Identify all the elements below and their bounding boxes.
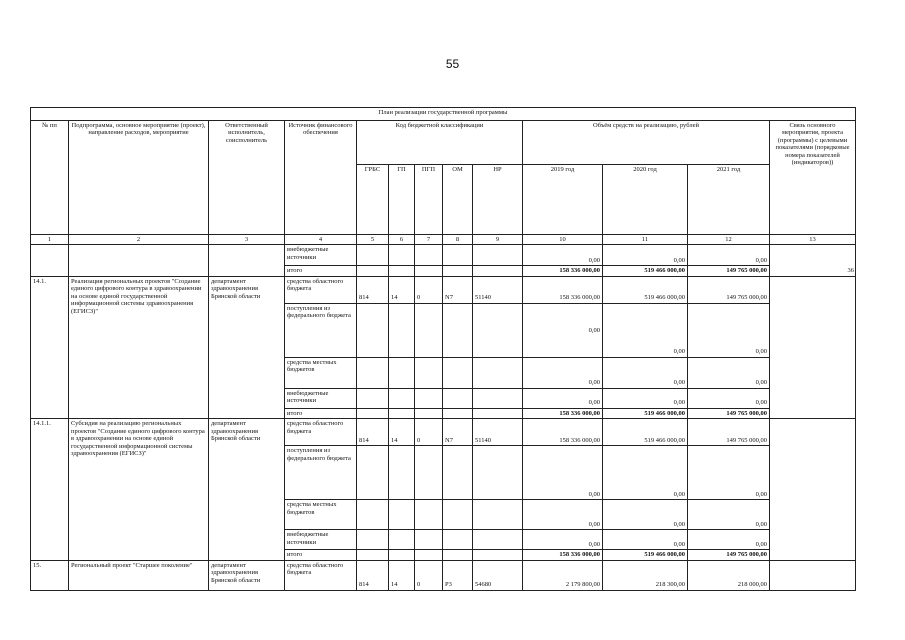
value-2019: 158 336 000,00 (523, 419, 603, 446)
col-number: 7 (415, 235, 443, 245)
source-cell: поступления из федерального бюджета (285, 303, 357, 357)
col-number: 1 (31, 235, 69, 245)
col-number: 3 (209, 235, 285, 245)
col-number: 6 (389, 235, 415, 245)
value-2020: 519 466 000,00 (603, 276, 688, 303)
header-kbk: Код бюджетной классификации (357, 121, 523, 165)
nr-cell: 51140 (473, 276, 523, 303)
table-row (31, 419, 856, 446)
header-2020: 2020 год (603, 165, 688, 235)
value-2020: 0,00 (603, 388, 688, 408)
source-cell: внебюджетные источники (285, 388, 357, 408)
header-grbs: ГРБС (357, 165, 389, 235)
value-2019: 0,00 (523, 500, 603, 530)
total-2021: 149 765 000,00 (688, 550, 770, 560)
om-cell: P3 (443, 560, 473, 590)
value-2019: 0,00 (523, 357, 603, 388)
gp-cell: 14 (389, 560, 415, 590)
row-number: 15. (31, 560, 69, 590)
total-2019: 158 336 000,00 (523, 266, 603, 276)
col-number: 11 (603, 235, 688, 245)
header-link: Связь основного мероприятия, проекта (программы) с целевыми показателями (порядковые номера показателей (индикаторов)) (770, 121, 856, 235)
total-2019: 158 336 000,00 (523, 550, 603, 560)
table-row (31, 276, 856, 303)
column-number-row (31, 235, 856, 245)
executor: департамент здравоохранения Брянской области (209, 276, 285, 418)
row-number: 14.1. (31, 276, 69, 418)
col-number: 10 (523, 235, 603, 245)
source-cell: итого (285, 550, 357, 560)
value-2021: 0,00 (688, 303, 770, 357)
source-cell: внебюджетные источники (285, 245, 357, 266)
value-2021: 0,00 (688, 446, 770, 500)
grbs-cell: 814 (357, 560, 389, 590)
grbs-cell: 814 (357, 276, 389, 303)
header-executor: Ответственный исполнитель, соисполнитель (209, 121, 285, 235)
source-cell: внебюджетные источники (285, 530, 357, 550)
plan-table (30, 107, 856, 591)
value-2020: 0,00 (603, 245, 688, 266)
gp-cell: 14 (389, 276, 415, 303)
header-pgp: ПГП (415, 165, 443, 235)
col-number: 5 (357, 235, 389, 245)
nr-cell: 51140 (473, 419, 523, 446)
value-2021: 0,00 (688, 245, 770, 266)
table-row (31, 245, 856, 266)
page-number: 55 (445, 57, 460, 71)
value-2021: 0,00 (688, 357, 770, 388)
value-2019: 0,00 (523, 303, 603, 357)
col-number: 8 (443, 235, 473, 245)
value-2019: 158 336 000,00 (523, 276, 603, 303)
value-2020: 0,00 (603, 446, 688, 500)
executor: департамент здравоохранения Брянской области (209, 419, 285, 560)
col-number: 9 (473, 235, 523, 245)
col-number: 4 (285, 235, 357, 245)
total-2021: 149 765 000,00 (688, 266, 770, 276)
measure-name: Субсидия на реализацию региональных проектов "Создание единого цифрового контура в здравоохранении на основе единой государственной информационной системы здравоохранения (ЕГИСЗ)" (69, 419, 209, 560)
header-volume: Объём средств на реализацию, рублей (523, 121, 770, 165)
executor: департамент здравоохранения Брянской области (209, 560, 285, 590)
om-cell: N7 (443, 276, 473, 303)
om-cell: N7 (443, 419, 473, 446)
col-number: 13 (770, 235, 856, 245)
value-2020: 0,00 (603, 357, 688, 388)
table-title: План реализации государственной программы (31, 108, 856, 121)
value-2019: 0,00 (523, 530, 603, 550)
col-number: 12 (688, 235, 770, 245)
value-2020: 218 300,00 (603, 560, 688, 590)
total-2019: 158 336 000,00 (523, 408, 603, 418)
value-2019: 0,00 (523, 245, 603, 266)
value-2021: 0,00 (688, 500, 770, 530)
value-2019: 0,00 (523, 388, 603, 408)
total-2020: 519 466 000,00 (603, 266, 688, 276)
source-cell: итого (285, 266, 357, 276)
source-cell: средства областного бюджета (285, 419, 357, 446)
header-num: № пп (31, 121, 69, 235)
total-2020: 519 466 000,00 (603, 408, 688, 418)
header-nr: НР (473, 165, 523, 235)
value-2019: 0,00 (523, 446, 603, 500)
measure-name: Реализация региональных проектов "Создание единого цифрового контура в здравоохранении на основе единой государственной информационной системы здравоохранения (ЕГИСЗ)" (69, 276, 209, 418)
value-2021: 218 000,00 (688, 560, 770, 590)
link-cell: 36 (770, 245, 856, 276)
value-2019: 2 179 800,00 (523, 560, 603, 590)
source-cell: средства местных бюджетов (285, 357, 357, 388)
value-2021: 149 765 000,00 (688, 276, 770, 303)
pgp-cell: 0 (415, 276, 443, 303)
header-om: ОМ (443, 165, 473, 235)
grbs-cell: 814 (357, 419, 389, 446)
header-2019: 2019 год (523, 165, 603, 235)
pgp-cell: 0 (415, 419, 443, 446)
source-cell: средства местных бюджетов (285, 500, 357, 530)
source-cell: средства областного бюджета (285, 560, 357, 590)
col-number: 2 (69, 235, 209, 245)
gp-cell: 14 (389, 419, 415, 446)
source-cell: средства областного бюджета (285, 276, 357, 303)
header-name: Подпрограмма, основное мероприятие (проект), направление расходов, мероприятие (69, 121, 209, 235)
header-2021: 2021 год (688, 165, 770, 235)
value-2021: 0,00 (688, 530, 770, 550)
nr-cell: 54680 (473, 560, 523, 590)
value-2021: 149 765 000,00 (688, 419, 770, 446)
row-number: 14.1.1. (31, 419, 69, 560)
total-2020: 519 466 000,00 (603, 550, 688, 560)
value-2020: 0,00 (603, 530, 688, 550)
value-2021: 0,00 (688, 388, 770, 408)
header-source: Источник финансового обеспечения (285, 121, 357, 235)
header-gp: ГП (389, 165, 415, 235)
total-2021: 149 765 000,00 (688, 408, 770, 418)
source-cell: итого (285, 408, 357, 418)
pgp-cell: 0 (415, 560, 443, 590)
value-2020: 0,00 (603, 303, 688, 357)
value-2020: 519 466 000,00 (603, 419, 688, 446)
source-cell: поступления из федерального бюджета (285, 446, 357, 500)
table-row (31, 560, 856, 590)
measure-name: Региональный проект "Старшее поколение" (69, 560, 209, 590)
value-2020: 0,00 (603, 500, 688, 530)
